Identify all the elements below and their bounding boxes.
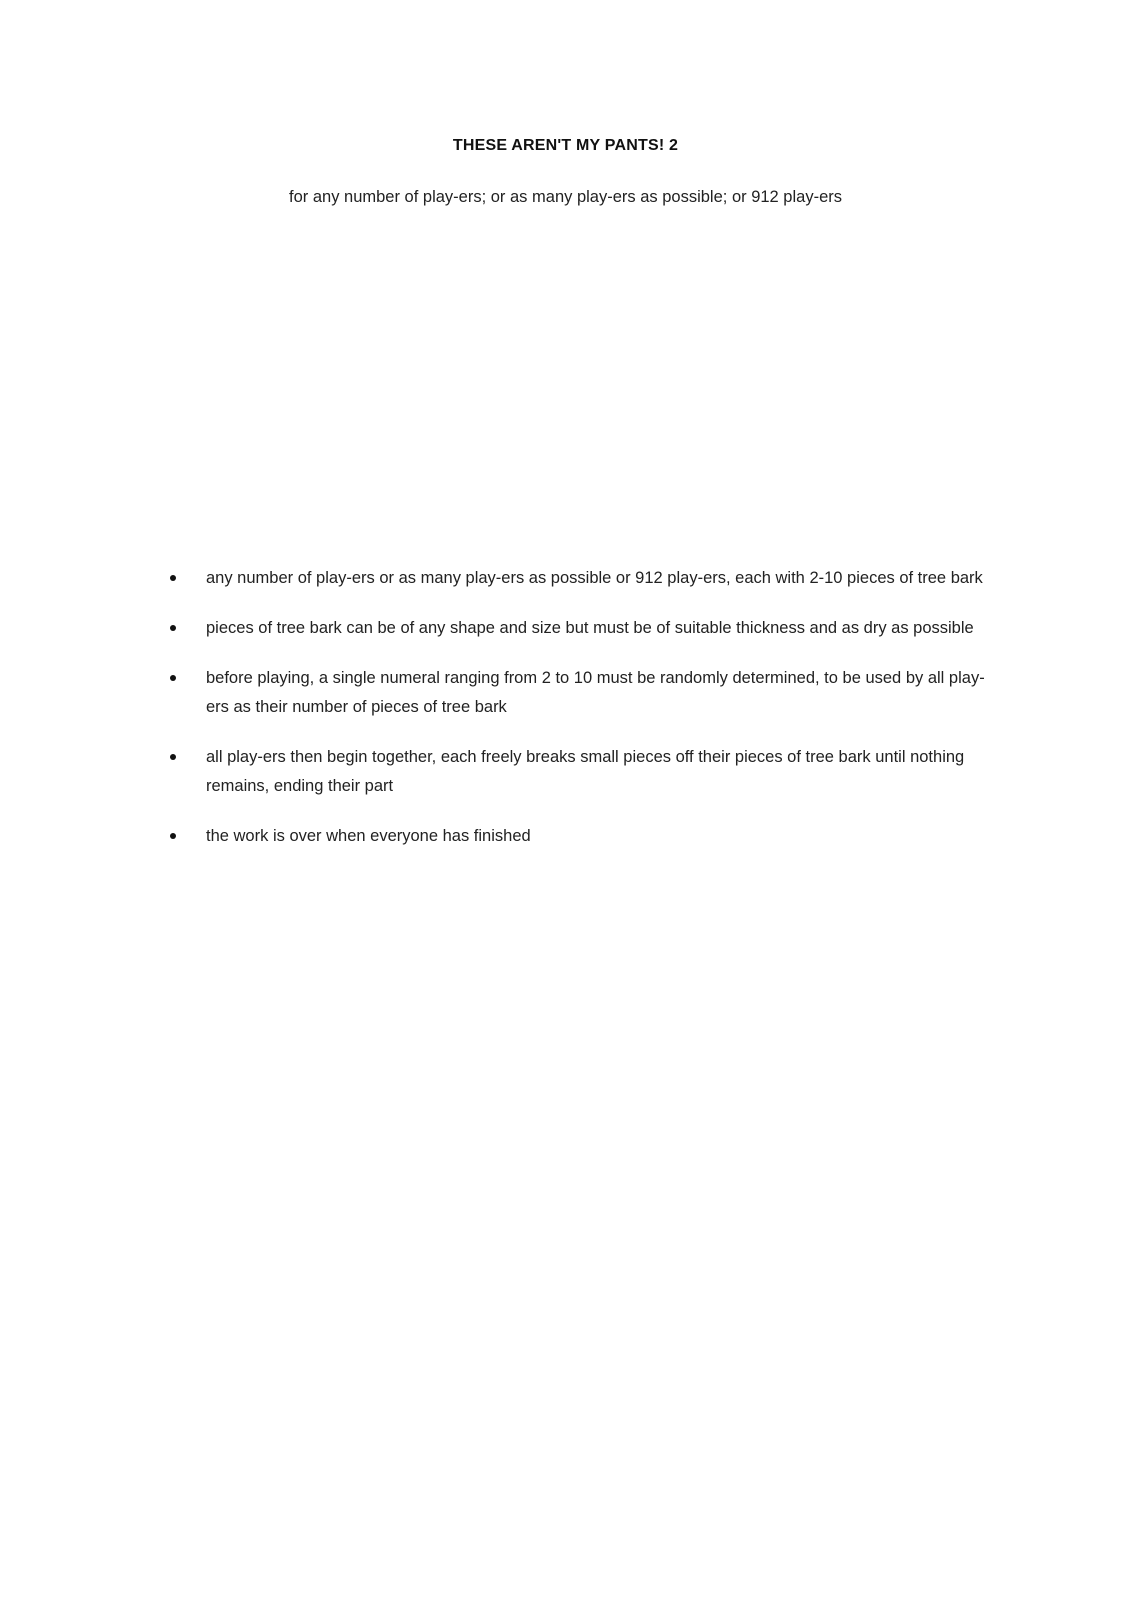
rule-text: pieces of tree bark can be of any shape and size but must be of suitable thickness and as dry as possible	[206, 619, 974, 637]
document-title: THESE AREN'T MY PANTS! 2	[452, 137, 679, 154]
list-item	[170, 743, 990, 801]
bullet-icon	[170, 575, 176, 581]
list-item	[170, 614, 990, 643]
bullet-icon	[170, 833, 176, 839]
rule-text: any number of play-ers or as many play-ers as possible or 912 play-ers, each with 2-10 pieces of tree bark	[206, 569, 983, 587]
document-subtitle: for any number of play-ers; or as many play-ers as possible; or 912 play-ers	[289, 188, 842, 206]
rule-text: the work is over when everyone has finished	[206, 827, 531, 845]
bullet-icon	[170, 675, 176, 681]
bullet-icon	[170, 754, 176, 760]
rules-list	[170, 564, 990, 872]
list-item	[170, 564, 990, 593]
rule-text: before playing, a single numeral ranging from 2 to 10 must be randomly determined, to be used by all play-ers as their number of pieces of tree bark	[206, 669, 985, 716]
list-item	[170, 822, 990, 851]
bullet-icon	[170, 625, 176, 631]
list-item	[170, 664, 990, 722]
rule-text: all play-ers then begin together, each freely breaks small pieces off their pieces of tree bark until nothing remains, ending their part	[206, 748, 965, 795]
